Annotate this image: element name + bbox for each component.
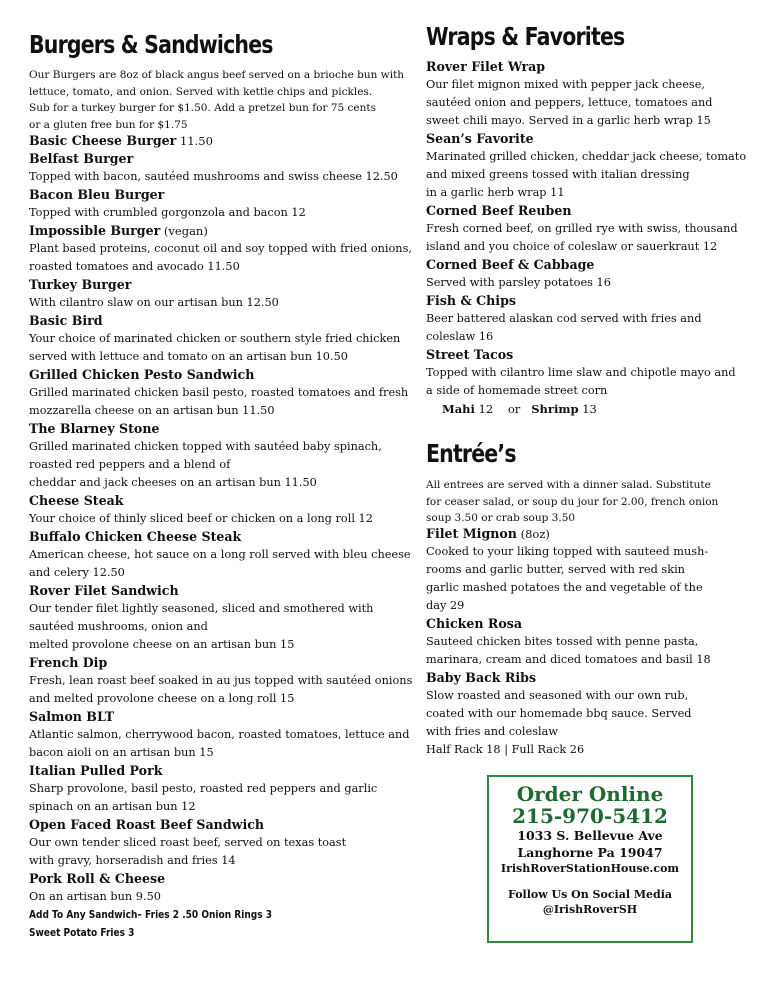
menu-item-name: Rover Filet Sandwich [29, 583, 179, 598]
menu-item-desc: Marinated grilled chicken, cheddar jack cheese, tomato and mixed greens tossed with italian dressing in a garlic herb wrap 11 [426, 150, 747, 199]
menu-item-name: Belfast Burger [29, 151, 134, 166]
menu-item-name: Buffalo Chicken Cheese Steak [29, 529, 242, 544]
menu-item-name: Corned Beef Reuben [426, 203, 572, 218]
menu-item-name: Basic Bird [29, 313, 103, 328]
burgers-title: Burgers & Sandwiches [29, 30, 273, 59]
menu-item-name: Impossible Burger (vegan) [29, 223, 208, 238]
follow-text: Follow Us On Social Media [507, 888, 673, 901]
intro-line: All entrees are served with a dinner salad. Substitute [426, 479, 711, 491]
social-handle[interactable]: @IrishRoverSH [542, 903, 638, 916]
menu-item-name: Cheese Steak [29, 493, 124, 508]
menu-item-name: Salmon BLT [29, 709, 115, 724]
menu-item-desc: Beer battered alaskan cod served with fries and coleslaw 16 [426, 312, 702, 343]
menu-item-desc: Fresh, lean roast beef soaked in au jus topped with sautéed onions and melted provolone cheese on a long roll 15 [29, 674, 413, 705]
menu-item-desc: Cooked to your liking topped with sauteed mush- rooms and garlic butter, served with red skin garlic mashed potatoes the and vegetable of the day 29 [426, 545, 709, 612]
menu-item-name: Fish & Chips [426, 293, 516, 308]
tacos-options: Mahi 12 or Shrimp 13 [442, 402, 597, 416]
intro-line: Our Burgers are 8oz of black angus beef served on a brioche bun with [29, 69, 405, 81]
intro-line: or a gluten free bun for $1.75 [29, 118, 188, 131]
wrap-items [426, 58, 746, 418]
menu-item-name: Chicken Rosa [426, 616, 523, 631]
menu-item-desc: American cheese, hot sauce on a long roll served with bleu cheese and celery 12.50 [29, 548, 411, 579]
addons-line: Sweet Potato Fries 3 [29, 926, 135, 939]
menu-item-desc: Sauteed chicken bites tossed with penne pasta, marinara, cream and diced tomatoes and basil 18 [426, 635, 711, 666]
menu-item-desc: Plant based proteins, coconut oil and soy topped with fried onions, roasted tomatoes and avocado 11.50 [29, 242, 412, 273]
menu-item-desc: Your choice of marinated chicken or southern style fried chicken served with lettuce and tomato on an artisan bun 10.50 [29, 332, 401, 363]
menu-item-desc: Slow roasted and seasoned with our own rub, coated with our homemade bbq sauce. Served with fries and coleslaw Half Rack 18 | Full Rack 26 [426, 689, 692, 756]
menu-item-name: Grilled Chicken Pesto Sandwich [29, 367, 255, 382]
intro-line: for ceaser salad, or soup du jour for 2.00, french onion [426, 495, 719, 508]
entrees-intro [426, 477, 718, 527]
menu-item-name: Filet Mignon (8oz) [426, 526, 550, 541]
intro-line: lettuce, tomato, and onion. Served with kettle chips and pickles. [29, 85, 373, 98]
menu-item-desc: With cilantro slaw on our artisan bun 12.50 [29, 296, 279, 309]
menu-item-desc: Grilled marinated chicken topped with sautéed baby spinach, roasted red peppers and a blend of cheddar and jack cheeses on an artisan bun 11.50 [29, 440, 382, 489]
address-line-1: 1033 S. Bellevue Ave [517, 828, 663, 843]
burger-items [29, 132, 412, 942]
menu-item-desc: Topped with crumbled gorgonzola and bacon 12 [29, 206, 306, 219]
menu-item-name: Italian Pulled Pork [29, 763, 163, 778]
phone-number[interactable]: 215-970-5412 [512, 804, 668, 828]
wraps-title: Wraps & Favorites [426, 22, 625, 51]
menu-item-name: Open Faced Roast Beef Sandwich [29, 817, 265, 832]
menu-item-desc: Our tender filet lightly seasoned, sliced and smothered with sautéed mushrooms, onion and melted provolone cheese on an artisan bun 15 [29, 602, 374, 651]
menu-item-desc: Atlantic salmon, cherrywood bacon, roasted tomatoes, lettuce and bacon aioli on an artisan bun 15 [29, 728, 410, 759]
address-line-2: Langhorne Pa 19047 [517, 845, 663, 860]
intro-line: soup 3.50 or crab soup 3.50 [426, 512, 576, 524]
menu-item-desc: Served with parsley potatoes 16 [426, 276, 611, 289]
menu-item-desc: Sharp provolone, basil pesto, roasted red peppers and garlic spinach on an artisan bun 12 [29, 782, 378, 813]
menu-item-name: Pork Roll & Cheese [29, 871, 166, 886]
menu-item-name: French Dip [29, 655, 108, 670]
website-link[interactable]: IrishRoverStationHouse.com [500, 862, 680, 875]
menu-item-desc: Topped with cilantro lime slaw and chipotle mayo and a side of homemade street corn [426, 366, 736, 397]
entrees-title: Entrée’s [426, 439, 516, 468]
menu-item-desc: Fresh corned beef, on grilled rye with swiss, thousand island and you choice of coleslaw or sauerkraut 12 [426, 222, 738, 253]
entree-items [426, 525, 711, 759]
menu-item-desc: Our own tender sliced roast beef, served on texas toast with gravy, horseradish and fries 14 [29, 836, 347, 867]
menu-item-name: Baby Back Ribs [426, 670, 537, 685]
menu-item-name: Corned Beef & Cabbage [426, 257, 595, 272]
menu-item-desc: Your choice of thinly sliced beef or chicken on a long roll 12 [29, 512, 373, 525]
menu-item-desc: Topped with bacon, sautéed mushrooms and swiss cheese 12.50 [29, 170, 398, 183]
menu-item-name: The Blarney Stone [29, 421, 160, 436]
addons-line: Add To Any Sandwich– Fries 2 .50 Onion Rings 3 [29, 908, 272, 921]
menu-item-desc: Our filet mignon mixed with pepper jack cheese, sautéed onion and peppers, lettuce, tomatoes and sweet chili mayo. Served in a garlic herb wrap 15 [426, 78, 713, 127]
menu-item-desc: Grilled marinated chicken basil pesto, roasted tomatoes and fresh mozzarella cheese on an artisan bun 11.50 [29, 386, 409, 417]
burgers-intro [29, 67, 404, 133]
order-online-box [487, 775, 693, 943]
menu-item-name: Bacon Bleu Burger [29, 187, 165, 202]
intro-line: Sub for a turkey burger for $1.50. Add a pretzel bun for 75 cents [29, 102, 377, 114]
menu-item-name: Sean’s Favorite [426, 131, 534, 146]
menu-item-name: Turkey Burger [29, 277, 132, 292]
menu-item-name: Street Tacos [426, 347, 514, 362]
menu-item-name: Rover Filet Wrap [426, 59, 546, 74]
order-online-title: Order Online [516, 782, 664, 806]
menu-item-name: Basic Cheese Burger 11.50 [29, 133, 213, 148]
menu-item-desc: On an artisan bun 9.50 [29, 890, 161, 903]
